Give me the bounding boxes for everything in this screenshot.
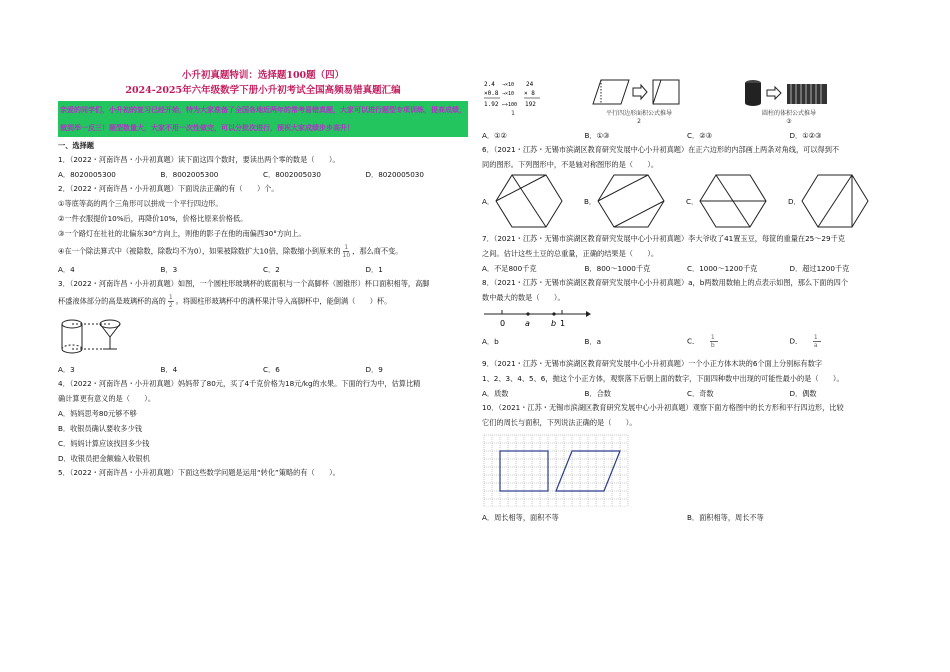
option-d[interactable]: D．9 xyxy=(365,364,383,374)
question-text: 1．（2022・河南许昌・小升初真题）读下面这四个数时，要读出两个零的数是（ ）。 xyxy=(58,154,340,164)
question-text: 2．（2022・河南许昌・小升初真题）下面说法正确的有（ ）个。 xyxy=(58,183,279,193)
section-heading: 一、选择题 xyxy=(58,140,94,150)
figure-2-label: 2 xyxy=(637,117,641,125)
option-d[interactable] xyxy=(790,334,893,349)
question-text-2: 它们的周长与面积，下列说法正确的是（ ）。 xyxy=(482,418,637,427)
figure-3 xyxy=(739,78,839,125)
hexagon-options xyxy=(482,173,892,229)
option-d-prefix: D． xyxy=(789,336,803,346)
option-d[interactable]: D．8020005030 xyxy=(365,169,424,179)
svg-text:×0.8: ×0.8 xyxy=(484,90,499,97)
option-a[interactable]: A．妈妈思考80元够不够 xyxy=(58,408,137,418)
option-c[interactable]: C．②③ xyxy=(687,131,713,140)
option-a[interactable]: A．质数 xyxy=(482,389,509,398)
hexagon-b[interactable] xyxy=(596,173,666,229)
question-text: 8．（2021・江苏・无锡市滨湖区教育研究发展中心小升初真题）a，b两数用数轴上的点表示如图，那么下面的四个 xyxy=(482,278,849,287)
question-9 xyxy=(482,359,892,398)
statement-1: ①等底等高的两个三角形可以拼成一个平行四边形。 xyxy=(58,198,223,208)
multiplication-figure xyxy=(482,78,544,110)
numerator: 1 xyxy=(344,243,349,251)
option-b[interactable]: B．①③ xyxy=(584,131,610,140)
figure-2 xyxy=(589,78,689,125)
svg-text:24: 24 xyxy=(526,81,534,88)
left-column xyxy=(58,70,468,477)
figure-1-label: 1 xyxy=(511,110,515,117)
right-column xyxy=(482,78,892,522)
question-text-2 xyxy=(58,294,468,309)
cylinder-volume-figure xyxy=(739,78,835,110)
hexagon-a[interactable] xyxy=(494,173,564,229)
hexagon-d[interactable] xyxy=(800,173,870,229)
svg-text:→×10: →×10 xyxy=(502,91,515,97)
option-b-label[interactable]: B． xyxy=(584,196,597,206)
svg-text:←÷100: ←÷100 xyxy=(502,102,518,108)
options xyxy=(58,265,468,274)
option-c-label[interactable]: C． xyxy=(686,196,699,206)
option-b[interactable]: B．4 xyxy=(160,364,178,374)
fraction xyxy=(168,294,174,309)
figure-3-label: ③ xyxy=(786,117,792,125)
question-text-2: 同的图形。下列图形中，不是轴对称图形的是（ ）。 xyxy=(482,160,659,169)
axis-label-a: a xyxy=(525,319,530,328)
option-a[interactable]: A．①② xyxy=(482,131,507,140)
text-before: 杯盛液体部分的高是玻璃杯的高的 xyxy=(58,296,166,306)
numerator: 1 xyxy=(813,334,821,342)
statement-4-text: ④在一个除法算式中（被除数，除数均不为0），如果被除数扩大10倍，除数缩小到原来的 xyxy=(58,246,341,256)
question-1 xyxy=(58,155,468,179)
option-c-prefix: C． xyxy=(687,336,700,346)
figure-2-caption: 平行四边形面积公式推导 xyxy=(605,110,672,117)
option-c[interactable]: C．6 xyxy=(263,364,280,374)
option-c[interactable]: C．奇数 xyxy=(687,389,714,398)
option-b[interactable]: B．面积相等，周长不等 xyxy=(687,513,764,522)
question-3 xyxy=(58,279,468,374)
option-c[interactable]: C．8002005030 xyxy=(263,169,321,179)
grid-figure xyxy=(482,433,632,507)
text-after: 。将圆柱形玻璃杯中的满杯果汁导入高脚杯中，能倒满（ ）杯。 xyxy=(175,296,392,306)
denominator: 10 xyxy=(342,251,351,259)
option-a[interactable]: A．不足800千克 xyxy=(482,264,537,273)
option-a[interactable]: A．4 xyxy=(58,264,75,274)
axis-label-1: 1 xyxy=(560,319,566,328)
question-2 xyxy=(58,184,468,274)
option-d[interactable]: D．1 xyxy=(365,264,383,274)
svg-text:× 8: × 8 xyxy=(524,90,535,97)
option-d[interactable]: D．偶数 xyxy=(789,389,817,398)
question-text: 7．（2021・江苏・无锡市滨湖区教育研究发展中心小升初真题）李大爷收了41置玉豆，每筐的重量在25～29千克 xyxy=(482,234,845,243)
denominator: a xyxy=(813,342,818,349)
cylinder-cone-figure xyxy=(58,317,128,359)
option-b[interactable]: B．合数 xyxy=(584,389,611,398)
question-text-2: 数中最大的数是（ ）。 xyxy=(482,293,565,302)
question-10 xyxy=(482,403,892,522)
figure-3-caption: 圆柱的体积公式推导 xyxy=(761,110,816,117)
options xyxy=(58,170,468,179)
question-5 xyxy=(58,468,468,477)
numerator: 1 xyxy=(710,334,718,342)
option-d[interactable]: D．收银员把金额输入收银机 xyxy=(58,453,150,463)
options xyxy=(482,334,892,349)
question-text: 6．（2021・江苏・无锡市滨湖区教育研究发展中心小升初真题）在正六边形的内部画上两条对角线，可以得到不 xyxy=(482,145,840,154)
axis-label-0: 0 xyxy=(500,319,506,328)
figure-1 xyxy=(482,78,544,118)
svg-text:192: 192 xyxy=(525,101,536,108)
question-text: 4．（2022・河南许昌・小升初真题）妈妈带了80元，买了4千克价格为18元/kg的水果。下面的行为中，估算比精 xyxy=(58,378,421,388)
fraction xyxy=(701,334,727,349)
svg-text:1.92: 1.92 xyxy=(484,101,499,108)
hexagon-c[interactable] xyxy=(698,173,768,229)
options xyxy=(58,365,468,374)
axis-label-b: b xyxy=(551,319,557,328)
denominator: 2 xyxy=(168,301,173,309)
fraction xyxy=(804,334,830,349)
option-a[interactable]: A．3 xyxy=(58,364,75,374)
option-b[interactable]: B．800～1000千克 xyxy=(584,264,651,273)
statement-4-tail: ，那么商不变。 xyxy=(352,246,403,256)
page-subtitle: 2024-2025年六年级数学下册小升初考试全国高频易错真题汇编 xyxy=(125,84,401,96)
question-8 xyxy=(482,278,892,349)
option-b[interactable]: B．收银员确认要收多少钱 xyxy=(58,423,142,433)
question-text-2: 之间。估计这些土豆的总重量，正确的结果是（ ）。 xyxy=(482,249,659,258)
option-a[interactable]: A．b xyxy=(482,337,499,346)
option-d-label[interactable]: D． xyxy=(788,196,801,206)
question-text-2: 1、2、3、4、5、6，抛这个小正方体，观察落下后朝上面的数字，下面四种数中出现的可能性最小的是（ ）。 xyxy=(482,374,844,383)
option-d[interactable]: D．超过1200千克 xyxy=(789,264,850,273)
option-c[interactable] xyxy=(687,334,790,349)
option-a[interactable]: A．8020005300 xyxy=(58,169,116,179)
svg-text:2.4: 2.4 xyxy=(484,81,495,88)
option-c[interactable]: C．1000～1200千克 xyxy=(687,264,758,273)
question-text: 5．（2022・河南许昌・小升初真题）下面这些数学问题是运用“转化”策略的有（ ）。 xyxy=(58,467,340,477)
intro-banner: 亲爱的同学们，小升初的复习已经开始，特为大家准备了全国各地近两年的常考易错真题，大家可以进行题型专项训练，提高成绩，做到举一反三！题型数量大，大家不用一次性做完，可以分批次进行，预祝大家成绩步步高升！ xyxy=(58,101,468,137)
fraction xyxy=(343,244,351,259)
page-title: 小升初真题特训：选择题100题（四） xyxy=(181,70,345,81)
statement-3: ③一个路灯在社社的北偏东30°方向上，则他的影子在他的南偏西30°方向上。 xyxy=(58,228,306,238)
question-text: 10．（2021・江苏・无锡市滨湖区教育研究发展中心小升初真题）观察下面方格图中的长方形和平行四边形，比较 xyxy=(482,403,844,412)
options xyxy=(482,264,892,273)
q5-figures xyxy=(482,78,892,125)
statement-2: ②一件衣服提价10%后，再降价10%，价格比原来价格低。 xyxy=(58,213,248,223)
option-b[interactable]: B．a xyxy=(584,337,602,346)
question-text: 9．（2021・江苏・无锡市滨湖区教育研究发展中心小升初真题）一个小正方体木块的6个面上分别标有数字 xyxy=(482,359,823,368)
option-b[interactable]: B．3 xyxy=(160,264,178,274)
question-text-2: 确计算更有意义的是（ ）。 xyxy=(58,393,156,403)
option-a-label[interactable]: A． xyxy=(482,196,495,206)
option-c[interactable]: C．2 xyxy=(263,264,280,274)
number-line xyxy=(482,306,592,328)
svg-text:→×10: →×10 xyxy=(502,82,515,88)
question-6 xyxy=(482,145,892,229)
parallelogram-figure xyxy=(589,78,685,110)
question-text: 3．（2022・河南许昌・小升初真题）如图，一个圆柱形玻璃杯的底面积与一个高脚杯（圆锥形）杯口面积相等，高脚 xyxy=(58,278,430,288)
options xyxy=(482,513,892,522)
option-a[interactable]: A．周长相等，面积不等 xyxy=(482,513,559,522)
numerator: 1 xyxy=(168,293,173,301)
question-7 xyxy=(482,234,892,273)
option-c[interactable]: C．妈妈计算应该找回多少钱 xyxy=(58,438,150,448)
denominator: b xyxy=(710,342,715,349)
option-b[interactable]: B．8002005300 xyxy=(160,169,219,179)
option-d[interactable]: D．①②③ xyxy=(789,131,822,140)
statement-4 xyxy=(58,244,468,259)
options xyxy=(482,389,892,398)
question-4 xyxy=(58,379,468,463)
q5-options xyxy=(482,131,892,140)
